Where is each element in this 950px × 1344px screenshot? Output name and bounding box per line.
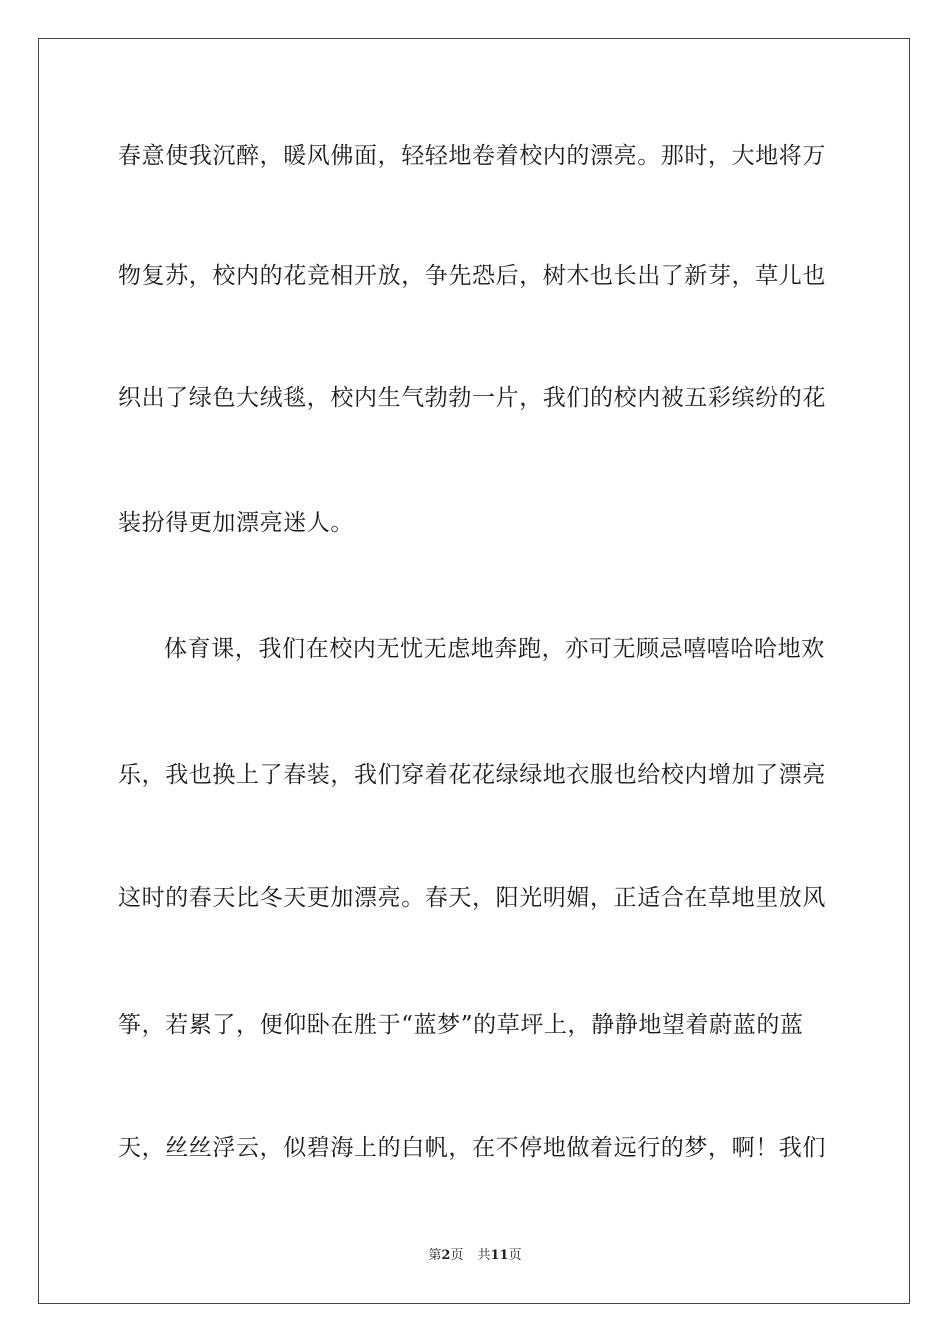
text-line: 体育课，我们在校内无忧无虑地奔跑，亦可无顾忌嘻嘻哈哈地欢	[164, 636, 825, 662]
text-line: 织出了绿色大绒毯，校内生气勃勃一片，我们的校内被五彩缤纷的花	[118, 385, 826, 411]
text-line: 天，丝丝浮云，似碧海上的白帆，在不停地做着远行的梦，啊！我们	[118, 1135, 826, 1161]
text-line: 这时的春天比冬天更加漂亮。春天，阳光明媚，正适合在草地里放风	[118, 885, 826, 911]
page-total-label: 共11页	[477, 1248, 522, 1263]
text-line: 装扮得更加漂亮迷人。	[118, 510, 354, 536]
text-line: 物复苏，校内的花竞相开放，争先恐后，树木也长出了新芽，草儿也	[118, 263, 826, 289]
page-footer	[0, 1247, 950, 1265]
text-line: 乐，我也换上了春装，我们穿着花花绿绿地衣服也给校内增加了漂亮	[118, 762, 826, 788]
page-number-label: 第2页	[428, 1248, 464, 1263]
text-line: 筝，若累了，便仰卧在胜于“蓝梦”的草坪上，静静地望着蔚蓝的蓝	[118, 1012, 804, 1038]
page-border	[38, 38, 910, 1304]
text-line: 春意使我沉醉，暖风佛面，轻轻地卷着校内的漂亮。那时，大地将万	[118, 143, 826, 169]
